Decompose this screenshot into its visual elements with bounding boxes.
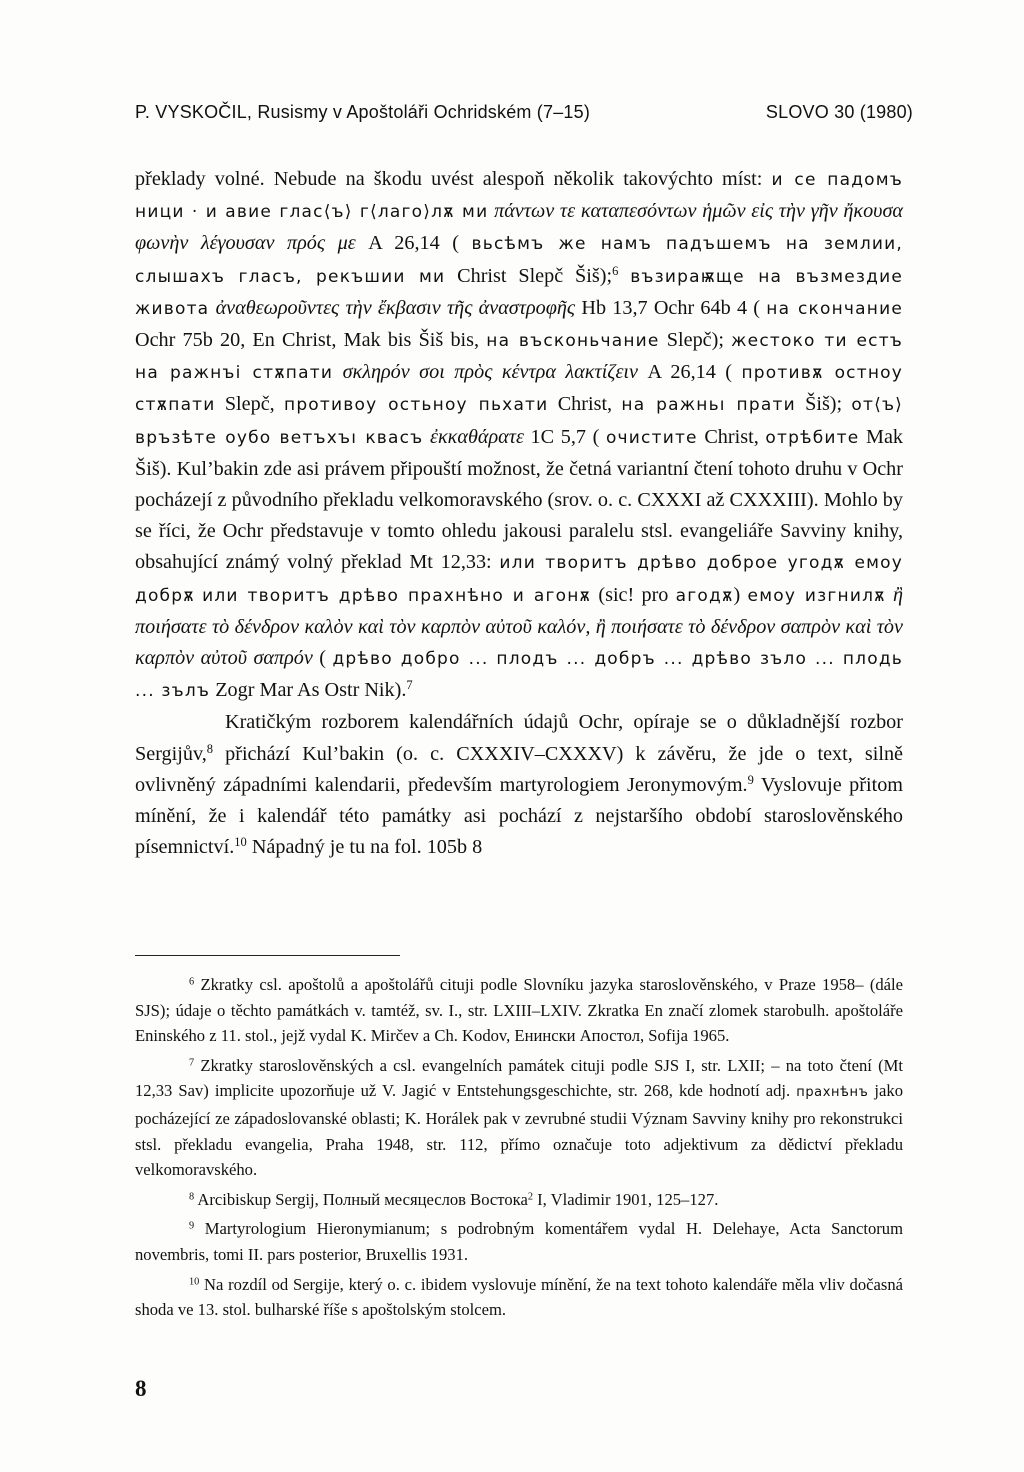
old-church-slavonic-quote: или творитъ дрѣво прахнѣно и агонѫ <box>202 585 592 606</box>
page-number: 8 <box>135 1376 147 1401</box>
footnote-8: $^8$ Arcibiskup Sergij, Полный месяцеслов Востока$^2$ I, Vladimir 1901, 125–127. <box>189 1189 719 1209</box>
greek-quote: ἐκκαθάρατε <box>430 425 524 448</box>
footnote-ref-9: 9 <box>747 772 754 787</box>
old-church-slavonic-quote: емоу изгнилѫ <box>747 585 886 606</box>
footnote-9: $^9$ Martyrologium Hieronymianum; s podrobným komentářem vydal H. Delehaye, Acta Sanctorum novembris, tomi II. pars posterior, Bruxellis 1931. <box>135 1219 903 1264</box>
footnote-ref-8: 8 <box>206 741 214 756</box>
footnote-number: 7 <box>189 1057 195 1069</box>
paragraph-1: překlady volné. Nebude na škodu uvést alespoň několik takovýchto míst: и се падомъ ници · и авие глас⟨ъ⟩ г⟨лаго⟩лѫ ми πάντων τε καταπεσόντων ἡμῶν εἰς τὴν γῆν ἤκουσα φωνὴν λέγουσαν πρός με A 26,14 ( вьсѣмъ же намъ падъшемъ на землии, слышахъ гласъ, рекъшии ми Christ Slepč Šiš);$^6$ възираѭще на възмездие живота ἀναθεωροῦντες τὴν ἔκβασιν τῆς ἀναστροφῆς Hb 13,7 Ochr 64b 4 ( на скончание Ochr 75b 20, En Christ, Mak bis Šiš bis, на въсконьчание Slepč); жестоко ти естъ на ражнъі стѫпати σκληρόν σοι πρὸς κέντρα λακτίζειν A 26,14 ( противѫ остноу стѫпати Slepč, противоу остьноу пьхати Christ, на ражньı прати Šiš); от⟨ъ⟩връзѣте оубо ветъхъı квасъ ἐκκαθάρατε 1C 5,7 ( очистите Christ, отрѣбите Mak Šiš). Kul’bakin zde asi právem připouští možnost, že četná variantní čtení tohoto druhu v Ochr pocházejí z původního překladu velkomoravského (srov. o. c. CXXXI až CXXXIII). Mohlo by se říci, že Ochr představuje v tomto ohledu jakousi paralelu stsl. evangeliáře Savviny knihy, obsahující známý volný překlad Mt 12,33: или творитъ дрѣво доброе угодѫ емоу добрѫ или творитъ дрѣво прахнѣно и агонѫ (sic! pro агодѫ) емоу изгнилѫ ἢ ποιήσατε τὸ δένδρον καλὸν καὶ τὸν καρπὸν αὐτοῦ καλόν, ἢ ποιήσατε τὸ δένδρον σαπρὸν καὶ τὸν καρπὸν αὐτοῦ σαπρόν ( дрѣво добро ... плодъ ... добръ ... дрѣво зъло ... плодь ... зълъ Zogr Mar As Ostr Nik).$^7$ <box>135 168 904 702</box>
old-church-slavonic-quote: на въсконьчание <box>486 331 660 352</box>
footnote-ref-7: 7 <box>406 678 413 693</box>
footnote-number: 8 <box>189 1191 195 1203</box>
footnotes <box>135 972 903 1327</box>
footnote-ref-6: 6 <box>612 263 619 278</box>
greek-quote: σκληρόν σοι πρὸς κέντρα λακτίζειν <box>342 361 638 384</box>
old-church-slavonic-quote: и се падомъ ници · и авие глас⟨ъ⟩ г⟨лаго⟩лѫ ми <box>135 170 903 223</box>
paragraph-2: Kratičkým rozborem kalendářních údajů Ochr, opíraje se o důkladnější rozbor Sergijův,$^8$ přichází Kul’bakin (o. c. CXXXIV–CXXXV) k závěru, že jde o text, silně ovlivněný západními kalendarii, především martyrologiem Jeronymovým.$^9$ Vyslovuje přitom mínění, že i kalendář této památky asi pochází z nejstaršího období staroslověnského písemnictví.$^{10}$ Nápadný je tu na fol. 105b 8 <box>135 711 903 859</box>
greek-quote: ἀναθεωροῦντες τὴν ἔκβασιν τῆς ἀναστροφῆς <box>215 296 576 319</box>
footnote-10: $^{10}$ Na rozdíl od Sergije, který o. c. ibidem vyslovuje mínění, že na text tohoto kalendáře měla vliv dočasná shoda ve 13. stol. bulharské říše s apoštolským stolcem. <box>135 1274 903 1320</box>
footnote-ref-10: 10 <box>234 835 247 850</box>
footnote-number: 9 <box>189 1220 195 1232</box>
old-church-slavonic-quote: противѫ остноу стѫпати <box>135 363 904 416</box>
old-church-slavonic-quote: възираѭще на възмездие живота <box>135 266 903 319</box>
footnote-separator <box>135 955 400 956</box>
header-journal: SLOVO 30 (1980) <box>765 102 913 122</box>
footnote-number: 6 <box>189 976 195 988</box>
old-church-slavonic-quote: противоу остьноу пьхати <box>284 395 549 416</box>
old-church-slavonic-quote: очистите <box>605 427 698 448</box>
old-church-slavonic-quote: на скончание <box>766 298 903 319</box>
old-church-slavonic-quote: агодѫ <box>675 585 734 606</box>
old-church-slavonic-quote: от⟨ъ⟩връзѣте оубо ветъхъı квасъ <box>135 395 903 448</box>
old-church-slavonic-quote: вьсѣмъ же намъ падъшемъ на землии, слышахъ гласъ, рекъшии ми <box>135 234 903 287</box>
old-church-slavonic-word: прахнѣнъ <box>796 1085 869 1101</box>
footnote-number: 10 <box>189 1275 200 1287</box>
footnote-7: $^7$ Zkratky staroslověnských a csl. evangelních památek cituji podle SJS I, str. LXII; – na toto čtení (Mt 12,33 Sav) implicite upozorňuje už V. Jagić v Entstehungsgeschichte, str. 268, kde hodnotí adj. прахнѣнъ jako pocházející ze západoslovanské oblasti; K. Horálek pak v zevrubné studii Význam Savviny knihy pro rekonstrukci stsl. překladu evangelia, Praha 1948, str. 112, přímo označuje toto adjektivum za dědictví překladu velkomoravského. <box>135 1055 904 1180</box>
old-church-slavonic-quote: или творитъ дрѣво доброе угодѫ емоу добрѫ <box>135 553 903 606</box>
running-header <box>135 102 913 123</box>
main-text <box>135 164 903 863</box>
old-church-slavonic-quote: жестоко ти естъ на ражнъі стѫпати <box>135 331 904 384</box>
header-author-title: P. VYSKOČIL, Rusismy v Apoštoláři Ochridském (7–15) <box>135 102 591 122</box>
greek-quote: πάντων τε καταπεσόντων ἡμῶν εἰς τὴν γῆν ἤκουσα φωνὴν λέγουσαν πρός με <box>135 200 904 255</box>
old-church-slavonic-quote: отрѣбите <box>765 427 860 448</box>
old-church-slavonic-quote: дрѣво добро ... плодъ ... добръ ... дрѣво зъло ... плодь ... зълъ <box>135 649 903 702</box>
footnote-6: $^6$ Zkratky csl. apoštolů a apoštolářů cituji podle Slovníku jazyka staroslověnského, v Praze 1958– (dále SJS); údaje o těchto památkách v. tamtéž, sv. I., str. LXIII–LXIV. Zkratka En značí zlomek starobulh. apoštoláře Eninského z 11. stol., jejž vydal K. Mirčev a Ch. Kodov, Енински Апостол, Sofija 1965. <box>135 975 903 1046</box>
greek-quote: ἢ ποιήσατε τὸ δένδρον καλὸν καὶ τὸν καρπὸν αὐτοῦ καλόν, ἢ ποιήσατε τὸ δένδρον σαπρὸν καὶ τὸν καρπὸν αὐτοῦ σαπρόν <box>135 583 903 670</box>
old-church-slavonic-quote: на ражньı прати <box>621 395 796 416</box>
